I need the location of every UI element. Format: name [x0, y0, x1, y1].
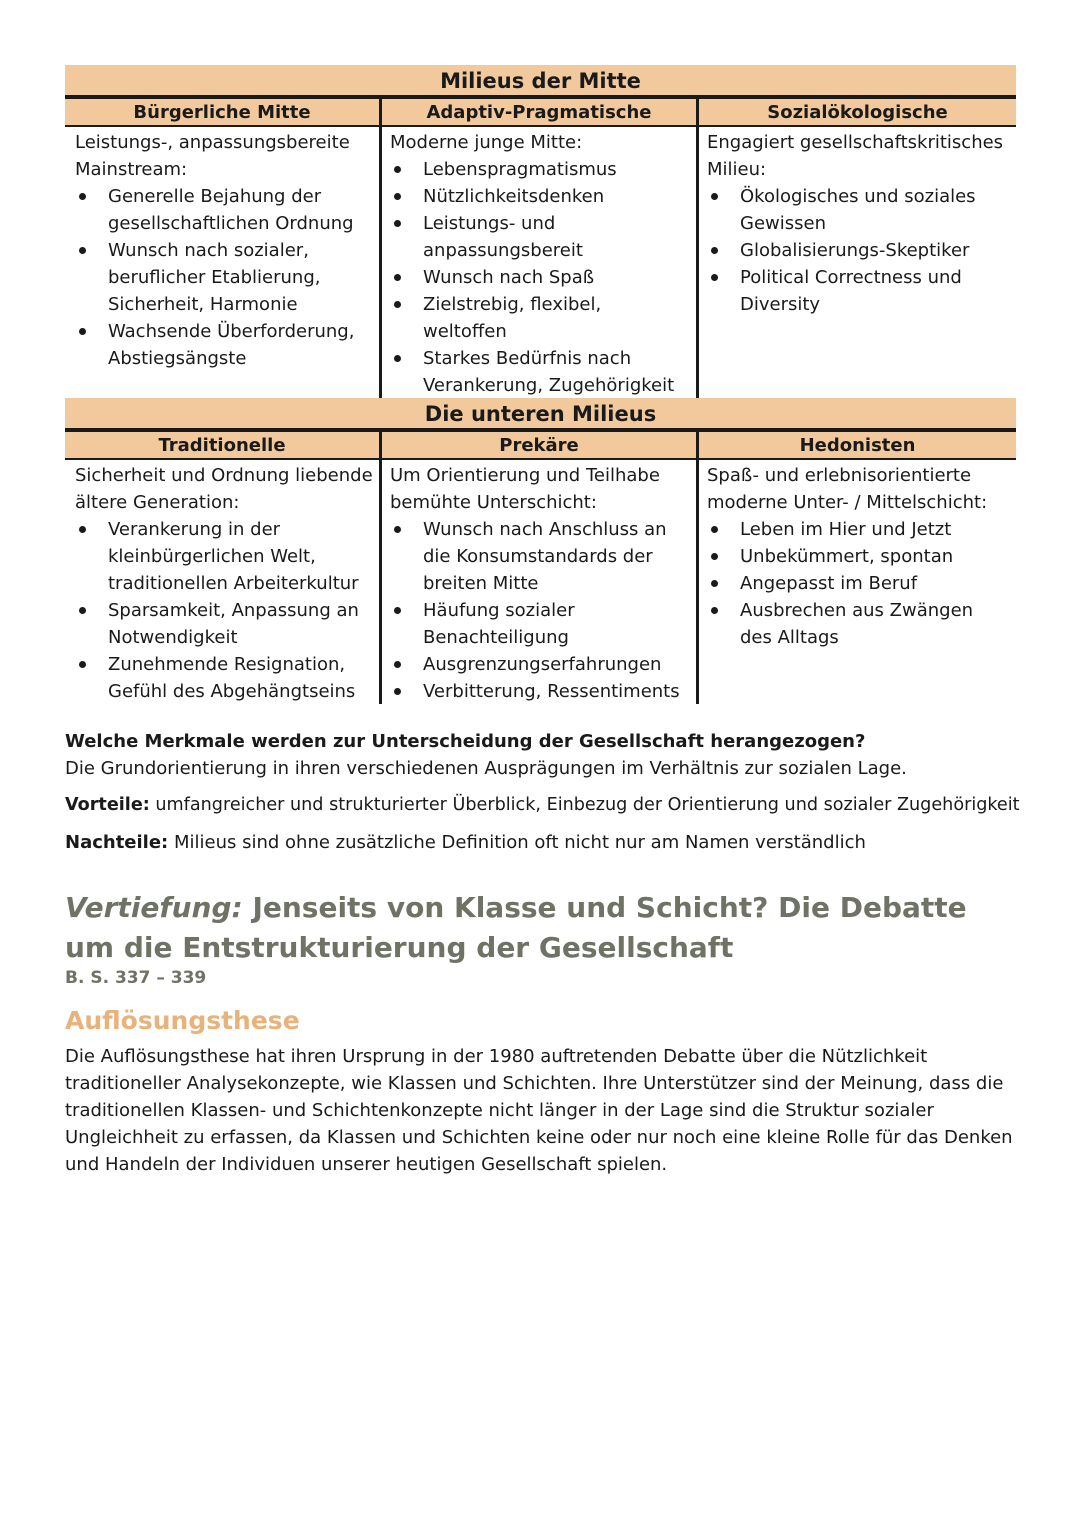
- column-traditionelle: [65, 432, 382, 704]
- column-header: Bürgerliche Mitte: [65, 99, 379, 127]
- question-answer: Die Grundorientierung in ihren verschiedenen Ausprägungen im Verhältnis zur sozialen Lage.: [65, 758, 907, 779]
- vorteile-text: umfangreicher und strukturierter Überblick, Einbezug der Orientierung und sozialer Zugehörigkeit: [149, 795, 1020, 815]
- list-item: Starkes Bedürfnis nach Verankerung, Zugehörigkeit: [390, 345, 690, 399]
- column-intro: Engagiert gesellschaftskritisches Milieu:: [707, 132, 1004, 180]
- list-item: Political Correctness und Diversity: [707, 264, 1010, 318]
- vertiefung-label: Vertiefung:: [65, 891, 243, 924]
- table-title: Milieus der Mitte: [65, 65, 1016, 99]
- list-item: Wachsende Überforderung, Abstiegsängste: [75, 318, 373, 372]
- column-header: Sozialökologische: [699, 99, 1016, 127]
- vorteile-line: [65, 792, 1025, 819]
- list-item: Lebenspragmatismus: [390, 156, 690, 183]
- list-item: Ausbrechen aus Zwängen des Alltags: [707, 597, 1010, 651]
- vorteile-label: Vorteile:: [65, 795, 150, 815]
- column-intro: Spaß- und erlebnisorientierte moderne Unter- / Mittelschicht:: [707, 465, 988, 513]
- page-reference: B. S. 337 – 339: [65, 968, 207, 988]
- list-item: Globalisierungs-Skeptiker: [707, 237, 1010, 264]
- list-item: Unbekümmert, spontan: [707, 543, 1010, 570]
- vertiefung-title: Jenseits von Klasse und Schicht? Die Debatte um die Entstrukturierung der Gesellschaft: [65, 891, 967, 964]
- column-buergerliche-mitte: [65, 99, 382, 408]
- list-item: Zielstrebig, flexibel, weltoffen: [390, 291, 690, 345]
- list-item: Angepasst im Beruf: [707, 570, 1010, 597]
- vertiefung-heading: [65, 888, 1025, 968]
- column-header: Traditionelle: [65, 432, 379, 460]
- column-intro: Leistungs-, anpassungsbereite Mainstream:: [75, 132, 350, 180]
- list-item: Leistungs- und anpassungsbereit: [390, 210, 690, 264]
- list-item: Häufung sozialer Benachteiligung: [390, 597, 690, 651]
- column-intro: Sicherheit und Ordnung liebende ältere Generation:: [75, 465, 373, 513]
- column-intro: Um Orientierung und Teilhabe bemühte Unterschicht:: [390, 465, 660, 513]
- column-adaptiv-pragmatische: [382, 99, 699, 408]
- list-item: Leben im Hier und Jetzt: [707, 516, 1010, 543]
- table-title: Die unteren Milieus: [65, 398, 1016, 432]
- untere-milieus-table: [65, 398, 1016, 704]
- question-block: [65, 728, 1025, 782]
- list-item: Verankerung in der kleinbürgerlichen Welt, traditionellen Arbeiterkultur: [75, 516, 373, 597]
- list-item: Nützlichkeitsdenken: [390, 183, 690, 210]
- aufloesungsthese-heading: Auflösungsthese: [65, 1006, 300, 1035]
- list-item: Ökologisches und soziales Gewissen: [707, 183, 1010, 237]
- list-item: Wunsch nach Anschluss an die Konsumstandards der breiten Mitte: [390, 516, 690, 597]
- nachteile-text: Milieus sind ohne zusätzliche Definition oft nicht nur am Namen verständlich: [168, 832, 866, 853]
- nachteile-label: Nachteile:: [65, 832, 169, 853]
- aufloesungsthese-paragraph: Die Auflösungsthese hat ihren Ursprung in der 1980 auftretenden Debatte über die Nützlichkeit traditioneller Analysekonzepte, wie Klassen und Schichten. Ihre Unterstützer sind der Meinung, dass die traditionellen Klassen- und Schichtenkonzepte nicht länger in der Lage sind die Struktur sozialer Ungleichheit zu erfassen, da Klassen und Schichten keine oder nur noch eine kleine Rolle für das Denken und Handeln der Individuen unserer heutigen Gesellschaft spielen.: [65, 1046, 1013, 1175]
- column-header: Hedonisten: [699, 432, 1016, 460]
- list-item: Wunsch nach Spaß: [390, 264, 690, 291]
- column-prekaere: [382, 432, 699, 704]
- column-sozialoekologische: [699, 99, 1016, 408]
- list-item: Sparsamkeit, Anpassung an Notwendigkeit: [75, 597, 373, 651]
- column-header: Prekäre: [382, 432, 696, 460]
- column-hedonisten: [699, 432, 1016, 704]
- list-item: Verbitterung, Ressentiments: [390, 678, 690, 705]
- nachteile-line: [65, 829, 1025, 856]
- question-heading: Welche Merkmale werden zur Unterscheidung der Gesellschaft herangezogen?: [65, 731, 866, 752]
- list-item: Generelle Bejahung der gesellschaftlichen Ordnung: [75, 183, 373, 237]
- list-item: Wunsch nach sozialer, beruflicher Etablierung, Sicherheit, Harmonie: [75, 237, 373, 318]
- column-intro: Moderne junge Mitte:: [390, 132, 583, 153]
- list-item: Ausgrenzungserfahrungen: [390, 651, 690, 678]
- column-header: Adaptiv-Pragmatische: [382, 99, 696, 127]
- milieus-mitte-table: [65, 65, 1016, 408]
- list-item: Zunehmende Resignation, Gefühl des Abgehängtseins: [75, 651, 373, 705]
